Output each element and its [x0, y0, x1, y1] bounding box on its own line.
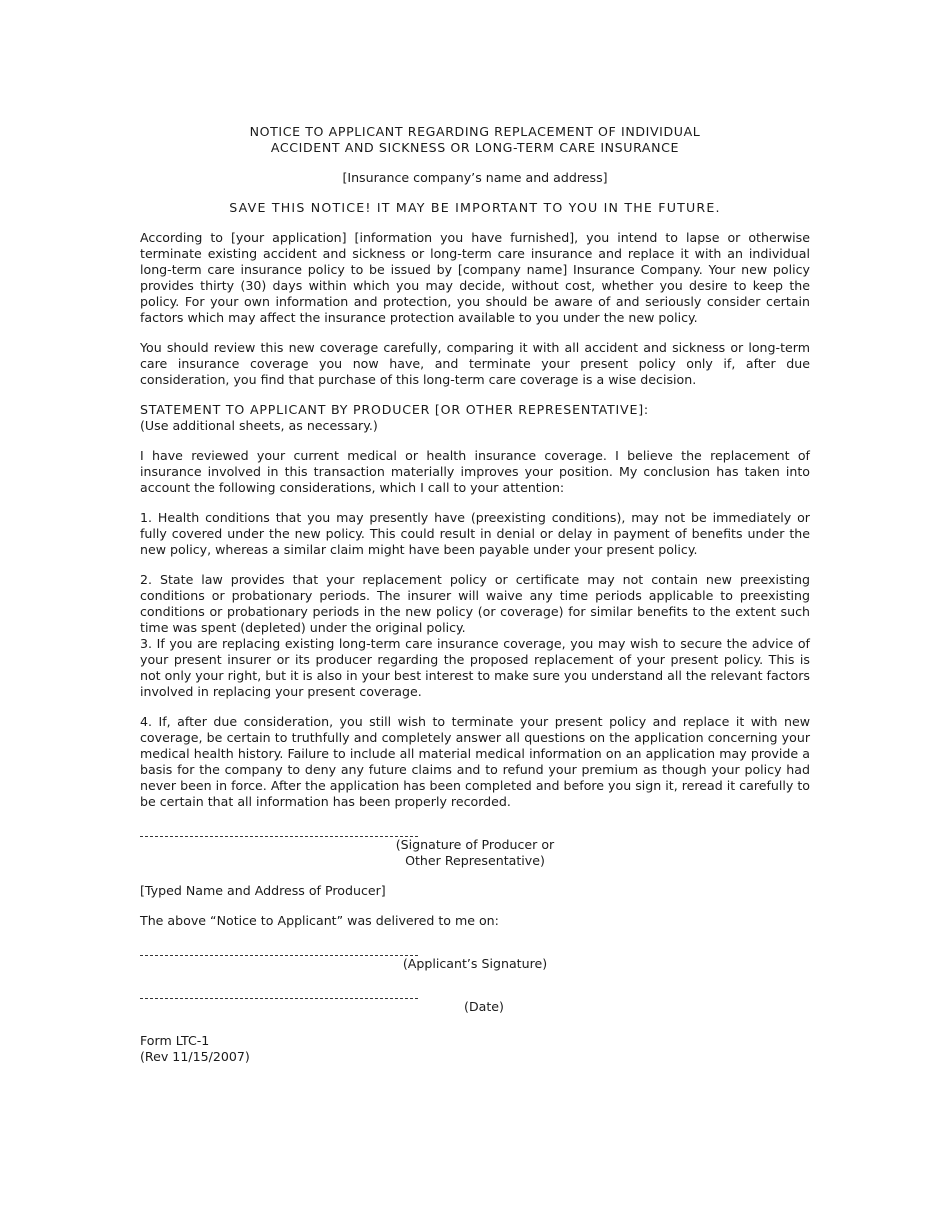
producer-signature-caption — [100, 837, 850, 869]
save-notice: SAVE THIS NOTICE! IT MAY BE IMPORTANT TO YOU IN THE FUTURE. — [229, 200, 721, 215]
form-revision: (Rev 11/15/2007) — [140, 1049, 250, 1064]
notice-document — [140, 124, 810, 1065]
applicant-signature-block — [140, 947, 810, 972]
title-line-1: NOTICE TO APPLICANT REGARDING REPLACEMENT OF INDIVIDUAL — [249, 124, 701, 139]
date-block — [140, 990, 810, 1015]
review-paragraph: You should review this new coverage carefully, comparing it with all accident and sickness or long-term care insurance coverage you now have, and terminate your present policy only if, after due consideration, you find that purchase of this long-term care coverage is a wise decision. — [140, 340, 810, 387]
intro-paragraph: According to [your application] [information you have furnished], you intend to lapse or otherwise terminate existing accident and sickness or long-term care insurance and replace it with an individual long-term care insurance policy to be issued by [company name] Insurance Company. Your new policy provides thirty (30) days within which you may decide, without cost, whether you desire to keep the policy. For your own information and protection, you should be aware of and seriously consider certain factors which may affect the insurance protection available to you under the new policy. — [140, 230, 810, 325]
document-title — [140, 124, 810, 156]
title-line-2: ACCIDENT AND SICKNESS OR LONG-TERM CARE INSURANCE — [270, 140, 680, 155]
form-identifier — [140, 1033, 810, 1065]
producer-signature-block — [140, 828, 810, 869]
producer-caption-line-1: (Signature of Producer or — [395, 837, 555, 852]
typed-name-placeholder: [Typed Name and Address of Producer] — [140, 883, 386, 898]
reviewed-paragraph: I have reviewed your current medical or health insurance coverage. I believe the replacement of insurance involved in this transaction materially improves your position. My conclusion has taken into account the following considerations, which I call to your attention: — [140, 448, 810, 495]
producer-signature-line[interactable] — [140, 828, 418, 837]
statement-subheading: (Use additional sheets, as necessary.) — [140, 418, 378, 433]
consideration-2: 2. State law provides that your replacement policy or certificate may not contain new preexisting conditions or probationary periods. The insurer will waive any time periods applicable to preexisting conditions or probationary periods in the new policy (or coverage) for similar benefits to the extent such time was spent (depleted) under the original policy. — [140, 572, 810, 635]
statement-heading: STATEMENT TO APPLICANT BY PRODUCER [OR OTHER REPRESENTATIVE]: — [140, 402, 649, 417]
producer-caption-line-2: Other Representative) — [405, 853, 545, 868]
company-placeholder: [Insurance company’s name and address] — [342, 170, 608, 185]
applicant-signature-line[interactable] — [140, 947, 418, 956]
date-caption: (Date) — [464, 999, 504, 1014]
consideration-4: 4. If, after due consideration, you still wish to terminate your present policy and replace it with new coverage, be certain to truthfully and completely answer all questions on the application concerning your medical health history. Failure to include all material medical information on an application may provide a basis for the company to deny any future claims and to refund your premium as though your policy had never been in force. After the application has been completed and before you sign it, reread it carefully to be certain that all information has been properly recorded. — [140, 714, 810, 809]
consideration-3: 3. If you are replacing existing long-term care insurance coverage, you may wish to secure the advice of your present insurer or its producer regarding the proposed replacement of your present policy. This is not only your right, but it is also in your best interest to make sure you understand all the relevant factors involved in replacing your present coverage. — [140, 636, 810, 699]
consideration-1: 1. Health conditions that you may presently have (preexisting conditions), may not be immediately or fully covered under the new policy. This could result in denial or delay in payment of benefits under the new policy, whereas a similar claim might have been payable under your present policy. — [140, 510, 810, 557]
date-line[interactable] — [140, 990, 418, 999]
applicant-signature-caption: (Applicant’s Signature) — [402, 956, 548, 971]
delivered-statement: The above “Notice to Applicant” was delivered to me on: — [140, 913, 499, 928]
form-id: Form LTC-1 — [140, 1033, 210, 1048]
